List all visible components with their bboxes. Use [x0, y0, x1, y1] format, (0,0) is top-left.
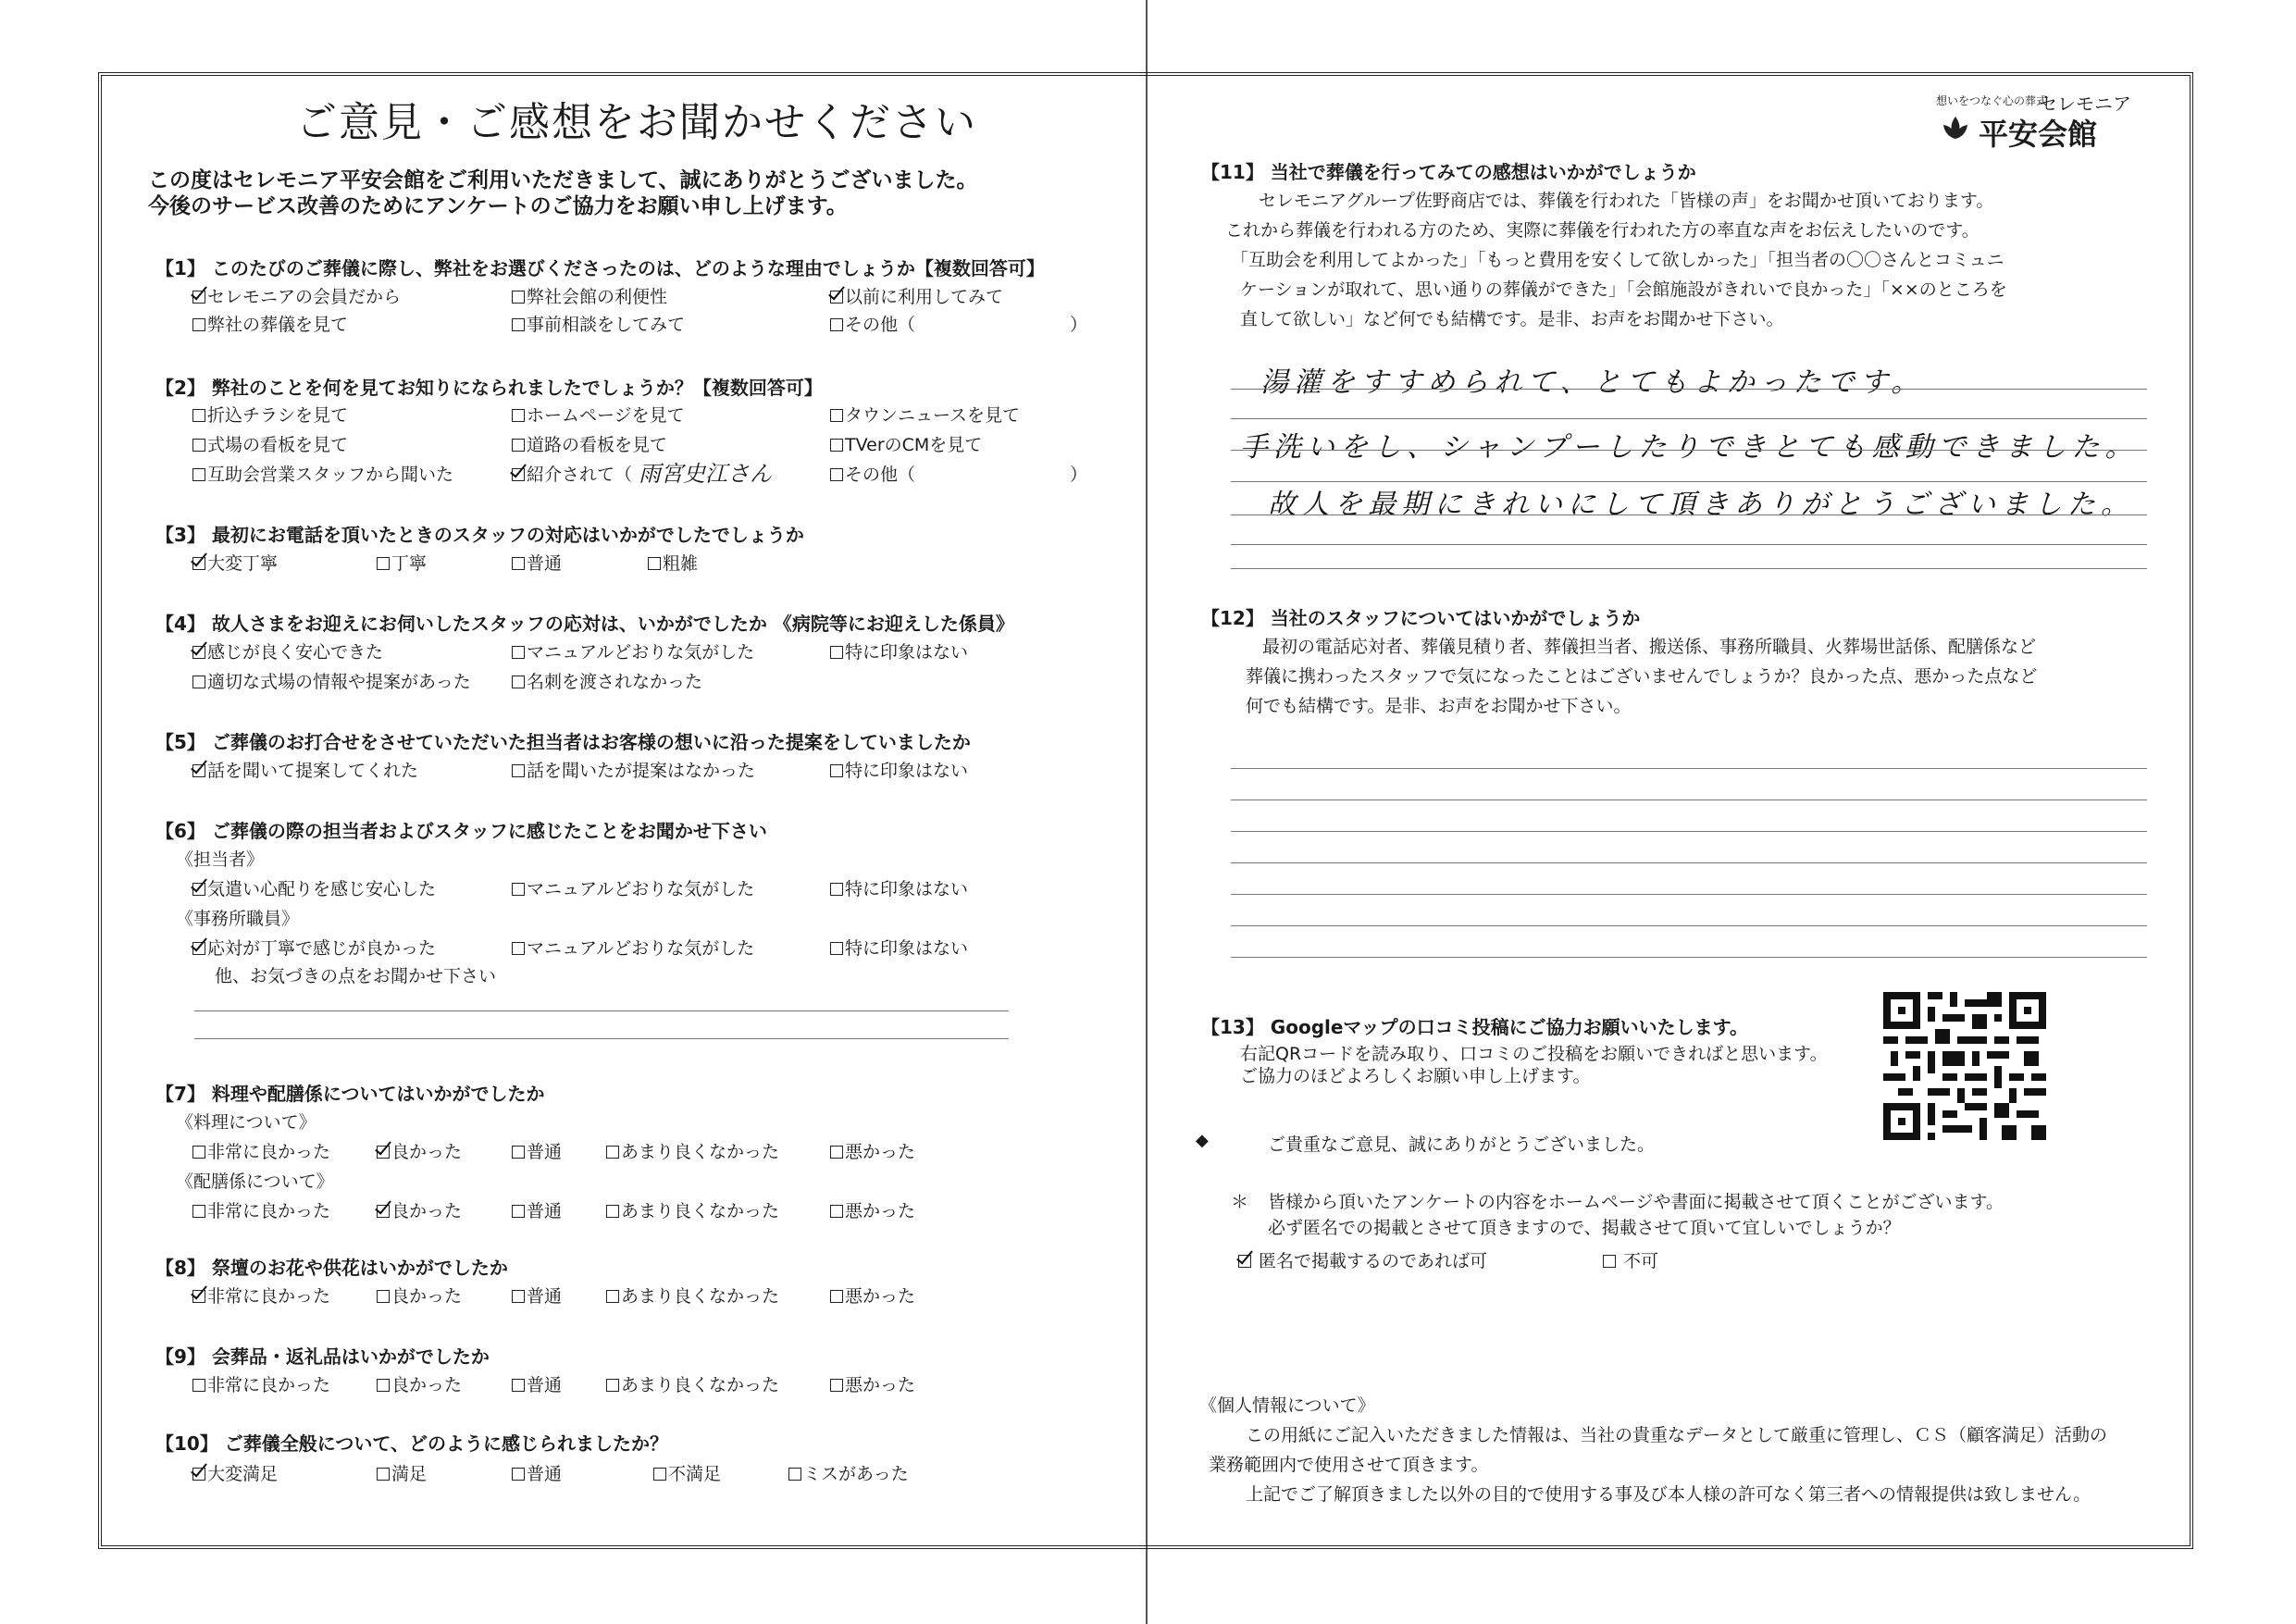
q12-body-line-1: 最初の電話応対者、葬儀見積り者、葬儀担当者、搬送係、事務所職員、火葬場世話係、配膳係など	[1262, 637, 2037, 657]
q1-option-other[interactable]: その他（	[830, 311, 915, 336]
checkbox[interactable]	[830, 942, 843, 955]
q13-question: 【13】 Googleマップの口コミ投稿にご協力お願いいたします。	[1201, 1016, 1749, 1038]
checkbox[interactable]	[192, 409, 205, 422]
q12-answer-line-6[interactable]	[1231, 925, 2147, 926]
q12-answer-line-7[interactable]	[1231, 957, 2147, 958]
checkbox[interactable]	[512, 764, 525, 777]
q1-option-hall[interactable]: 弊社会館の利便性	[512, 283, 667, 308]
q1-question: 【1】 このたびのご葬儀に際し、弊社をお選びくださったのは、どのような理由でしょうか【複数回答可】	[155, 257, 1045, 279]
q11-answer-line-6[interactable]	[1231, 544, 2147, 545]
q12-answer-line-4[interactable]	[1231, 862, 2147, 863]
checkbox[interactable]	[512, 409, 525, 422]
q10-question: 【10】 ご葬儀全般について、どのように感じられましたか？	[155, 1432, 668, 1455]
q11-answer-line-3[interactable]	[1231, 450, 2147, 451]
q9-question: 【9】 会葬品・返礼品はいかがでしたか	[155, 1345, 490, 1368]
lotus-logo-icon	[1940, 113, 1971, 144]
checkbox[interactable]	[830, 1290, 843, 1303]
intro-line-2: 今後のサービス改善のためにアンケートのご協力をお願い申し上げます。	[148, 194, 848, 218]
q5-question: 【5】 ご葬儀のお打合せをさせていただいた担当者はお客様の想いに沿った提案をしていましたか	[155, 731, 971, 753]
publish-option-not-ok[interactable]: 不可	[1603, 1247, 1658, 1272]
publish-line-2: 必ず匿名での掲載とさせて頂きますので、掲載させて頂いて宜しいでしょうか？	[1268, 1218, 1901, 1238]
q12-answer-line-1[interactable]	[1231, 768, 2147, 769]
q3-option-rough[interactable]: 粗雑	[648, 550, 698, 575]
q9-option-normal[interactable]: 普通	[512, 1371, 562, 1396]
privacy-line-2: 業務範囲内で使用させて頂きます。	[1209, 1455, 1489, 1475]
q7-serving-option-not-good[interactable]: あまり良くなかった	[606, 1197, 779, 1222]
q2-option-tver-cm[interactable]: TVerのCMを見て	[830, 431, 982, 456]
checkbox[interactable]	[377, 1146, 390, 1159]
q3-option-normal[interactable]: 普通	[512, 550, 562, 575]
q7-serving-option-good[interactable]: 良かった	[377, 1197, 462, 1222]
google-maps-qr-code[interactable]	[1883, 992, 2046, 1140]
q1-option-used-before[interactable]: 以前に利用してみて	[830, 283, 1003, 308]
checkbox[interactable]	[377, 1379, 390, 1392]
checkbox[interactable]	[830, 439, 843, 452]
checkbox[interactable]	[606, 1146, 619, 1159]
q7-sub-serving: 《配膳係について》	[176, 1172, 334, 1192]
q2-other-close: ）	[1070, 465, 1088, 485]
publish-asterisk: ＊	[1231, 1192, 1249, 1212]
checkbox[interactable]	[653, 1468, 666, 1481]
q11-body-line-1: セレモニアグループ佐野商店では、葬儀を行われた「皆様の声」をお聞かせ頂いております。	[1259, 191, 1994, 211]
checkbox[interactable]	[192, 318, 205, 331]
checkbox[interactable]	[1603, 1255, 1616, 1268]
checkbox[interactable]	[512, 646, 525, 659]
q6-answer-line-1[interactable]	[194, 1010, 1009, 1011]
checkbox[interactable]	[512, 318, 525, 331]
checkbox[interactable]	[830, 1379, 843, 1392]
q8-question: 【8】 祭壇のお花や供花はいかがでしたか	[155, 1257, 508, 1279]
checkbox[interactable]	[192, 764, 205, 777]
publish-line-1: 皆様から頂いたアンケートの内容をホームページや書面に掲載させて頂くことがございます。	[1268, 1192, 2004, 1212]
q4-option-no-card[interactable]: 名刺を渡されなかった	[512, 668, 702, 693]
checkbox[interactable]	[377, 1468, 390, 1481]
q9-option-very-good[interactable]: 非常に良かった	[192, 1371, 330, 1396]
q8-option-not-good[interactable]: あまり良くなかった	[606, 1283, 779, 1308]
q11-body-line-3: 「互助会を利用してよかった」「もっと費用を安くして欲しかった」「担当者の〇〇さんとコミュニ	[1231, 250, 2004, 270]
checkbox[interactable]	[830, 1205, 843, 1218]
checkbox[interactable]	[377, 1290, 390, 1303]
checkbox[interactable]	[830, 409, 843, 422]
q11-answer-line-1[interactable]	[1231, 389, 2147, 390]
checkbox[interactable]	[192, 942, 205, 955]
q5-option-no-proposal[interactable]: 話を聞いたが提案はなかった	[512, 757, 755, 782]
checkbox[interactable]	[512, 676, 525, 688]
checkbox[interactable]	[830, 468, 843, 481]
q7-question: 【7】 料理や配膳係についてはいかがでしたか	[155, 1083, 545, 1105]
q7-food-option-bad[interactable]: 悪かった	[830, 1138, 915, 1163]
checkbox[interactable]	[512, 557, 525, 570]
q11-answer-line-5[interactable]	[1231, 514, 2147, 515]
checkbox[interactable]	[377, 557, 390, 570]
q5-option-listened-proposed[interactable]: 話を聞いて提案してくれた	[192, 757, 418, 782]
q3-question: 【3】 最初にお電話を頂いたときのスタッフの対応はいかがでしたでしょうか	[155, 524, 804, 546]
q12-question: 【12】 当社のスタッフについてはいかがでしょうか	[1201, 607, 1641, 629]
q2-option-town-news[interactable]: タウンニュースを見て	[830, 402, 1020, 427]
checkbox[interactable]	[192, 1379, 205, 1392]
q11-body-line-2: これから葬儀を行われる方のため、実際に葬儀を行われた方の率直な声をお伝えしたいのです。	[1225, 220, 1980, 241]
q7-serving-option-very-good[interactable]: 非常に良かった	[192, 1197, 330, 1222]
q8-option-good[interactable]: 良かった	[377, 1283, 462, 1308]
checkbox[interactable]	[788, 1468, 801, 1481]
q12-answer-line-3[interactable]	[1231, 831, 2147, 832]
checkbox[interactable]	[192, 291, 205, 304]
logo-tagline: 想いをつなぐ心の葬式	[1936, 94, 2048, 107]
checkbox[interactable]	[512, 1468, 525, 1481]
q10-option-normal[interactable]: 普通	[512, 1460, 562, 1485]
q10-option-unsatisfied[interactable]: 不満足	[653, 1460, 721, 1485]
privacy-line-1: この用紙にご記入いただきました情報は、当社の貴重なデータとして厳重に管理し、ＣＳ（顧客満足）活動の	[1246, 1425, 2108, 1445]
q1-option-consultation[interactable]: 事前相談をしてみて	[512, 311, 685, 336]
checkbox[interactable]	[606, 1379, 619, 1392]
checkbox[interactable]	[512, 1290, 525, 1303]
checkbox[interactable]	[192, 468, 205, 481]
q7-food-option-not-good[interactable]: あまり良くなかった	[606, 1138, 779, 1163]
checkbox[interactable]	[192, 1205, 205, 1218]
q2-option-hall-sign[interactable]: 式場の看板を見て	[192, 431, 348, 456]
checkbox[interactable]	[512, 1146, 525, 1159]
q11-body-line-5: 直して欲しい」など何でも結構です。是非、お声をお聞かせ下さい。	[1240, 309, 1784, 329]
checkbox[interactable]	[512, 1379, 525, 1392]
checkbox[interactable]	[192, 557, 205, 570]
q2-referral-handwritten[interactable]: 雨宮史江さん	[639, 461, 772, 487]
q6-other-prompt: 他、お気づきの点をお聞かせ下さい	[215, 966, 497, 986]
checkbox[interactable]	[606, 1205, 619, 1218]
q4-option-reassuring[interactable]: 感じが良く安心できた	[192, 638, 383, 663]
q4-option-manual[interactable]: マニュアルどおりな気がした	[512, 638, 754, 663]
q12-body-line-3: 何でも結構です。是非、お声をお聞かせ下さい。	[1246, 696, 1632, 716]
checkbox[interactable]	[192, 1146, 205, 1159]
q12-body-line-2: 葬儀に携わったスタッフで気になったことはございませんでしょうか？良かった点、悪かった点など	[1246, 666, 2038, 687]
q2-option-homepage[interactable]: ホームページを見て	[512, 402, 685, 427]
q11-answer-line-7[interactable]	[1231, 568, 2147, 569]
q4-question: 【4】 故人さまをお迎えにお伺いしたスタッフの応対は、いかがでしたか 《病院等にお迎えした係員》	[155, 613, 1014, 635]
q6-director-option-manual[interactable]: マニュアルどおりな気がした	[512, 875, 754, 900]
checkbox[interactable]	[512, 1205, 525, 1218]
q11-handwritten-line-3[interactable]: 故人を最期にきれいにして頂きありがとうございました。	[1268, 489, 2134, 521]
q11-handwritten-line-2[interactable]: 手洗いをし、シャンプーしたりできとても感動できました。	[1240, 431, 2139, 464]
checkbox[interactable]	[648, 557, 661, 570]
q7-food-option-good[interactable]: 良かった	[377, 1138, 462, 1163]
q1-option-member[interactable]: セレモニアの会員だから	[192, 283, 401, 308]
q11-question: 【11】 当社で葬儀を行ってみての感想はいかがでしょうか	[1201, 161, 1696, 183]
checkbox[interactable]	[606, 1290, 619, 1303]
q6-sub-director: 《担当者》	[176, 849, 265, 870]
privacy-line-3: 上記でご了解頂きました以外の目的で使用する事及び本人様の許可なく第三者への情報提供は致しません。	[1246, 1484, 2091, 1505]
checkbox[interactable]	[830, 318, 843, 331]
checkbox[interactable]	[512, 439, 525, 452]
q7-food-option-normal[interactable]: 普通	[512, 1138, 562, 1163]
q11-handwritten-line-1[interactable]: 湯灌をすすめられて、とてもよかったです。	[1260, 366, 1925, 399]
checkbox[interactable]	[830, 646, 843, 659]
thanks-message: ご貴重なご意見、誠にありがとうございました。	[1268, 1134, 1656, 1155]
q7-serving-option-bad[interactable]: 悪かった	[830, 1197, 915, 1222]
q4-option-no-impression[interactable]: 特に印象はない	[830, 638, 968, 663]
q6-office-option-no-impression[interactable]: 特に印象はない	[830, 935, 968, 960]
q6-sub-office: 《事務所職員》	[176, 909, 300, 929]
q8-option-normal[interactable]: 普通	[512, 1283, 562, 1308]
checkbox[interactable]	[192, 1290, 205, 1303]
q3-option-very-polite[interactable]: 大変丁寧	[192, 550, 278, 575]
q10-option-very-satisfied[interactable]: 大変満足	[192, 1460, 278, 1485]
q6-office-option-polite[interactable]: 応対が丁寧で感じが良かった	[192, 935, 436, 960]
checkbox[interactable]	[1238, 1255, 1251, 1268]
q2-option-flyer[interactable]: 折込チラシを見て	[192, 402, 348, 427]
q13-body-line-1: 右記QRコードを読み取り、口コミのご投稿をお願いできればと思います。	[1240, 1044, 1828, 1064]
checkbox[interactable]	[512, 468, 525, 481]
q4-option-venue-info[interactable]: 適切な式場の情報や提案があった	[192, 668, 471, 693]
privacy-title: 《個人情報について》	[1199, 1395, 1375, 1416]
q11-answer-line-4[interactable]	[1231, 481, 2147, 482]
intro-line-1: この度はセレモニア平安会館をご利用いただきまして、誠にありがとうございました。	[148, 168, 978, 192]
q2-option-road-sign[interactable]: 道路の看板を見て	[512, 431, 667, 456]
checkbox[interactable]	[512, 942, 525, 955]
q1-other-close: ）	[1070, 315, 1088, 335]
q10-option-satisfied[interactable]: 満足	[377, 1460, 427, 1485]
q2-option-other[interactable]: その他（	[830, 461, 915, 486]
q11-answer-line-2[interactable]	[1231, 418, 2147, 419]
checkbox[interactable]	[192, 676, 205, 688]
q2-option-referral[interactable]: 紹介されて（	[512, 461, 632, 486]
q13-body-line-2: ご協力のほどよろしくお願い申し上げます。	[1240, 1066, 1591, 1086]
logo-name: 平安会館	[1979, 117, 2098, 152]
q7-sub-food: 《料理について》	[176, 1112, 316, 1133]
q11-body-line-4: ケーションが取れて、思い通りの葬儀ができた」「会館施設がきれいで良かった」「××のところを	[1240, 279, 2007, 300]
checkbox[interactable]	[830, 1146, 843, 1159]
checkbox[interactable]	[512, 883, 525, 896]
q6-question: 【6】 ご葬儀の際の担当者およびスタッフに感じたことをお聞かせ下さい	[155, 820, 767, 842]
checkbox[interactable]	[192, 1468, 205, 1481]
q8-option-very-good[interactable]: 非常に良かった	[192, 1283, 330, 1308]
q2-option-sales-staff[interactable]: 互助会営業スタッフから聞いた	[192, 461, 453, 486]
logo-brand: セレモニア	[2039, 93, 2131, 115]
checkbox[interactable]	[512, 291, 525, 304]
q1-option-saw-funeral[interactable]: 弊社の葬儀を見て	[192, 311, 348, 336]
page-title: ご意見・ご感想をお聞かせください	[296, 99, 977, 146]
q6-answer-line-2[interactable]	[194, 1038, 1009, 1039]
q7-serving-option-normal[interactable]: 普通	[512, 1197, 562, 1222]
publish-option-anonymous-ok[interactable]: 匿名で掲載するのであれば可	[1238, 1247, 1487, 1272]
q9-option-good[interactable]: 良かった	[377, 1371, 462, 1396]
checkbox[interactable]	[830, 291, 843, 304]
q6-office-option-manual[interactable]: マニュアルどおりな気がした	[512, 935, 754, 960]
q6-director-option-no-impression[interactable]: 特に印象はない	[830, 875, 968, 900]
q8-option-bad[interactable]: 悪かった	[830, 1283, 915, 1308]
checkbox[interactable]	[377, 1205, 390, 1218]
q5-option-no-impression[interactable]: 特に印象はない	[830, 757, 968, 782]
q6-director-option-caring[interactable]: 気遣い心配りを感じ安心した	[192, 875, 436, 900]
checkbox[interactable]	[830, 764, 843, 777]
checkbox[interactable]	[192, 646, 205, 659]
q7-food-option-very-good[interactable]: 非常に良かった	[192, 1138, 330, 1163]
checkbox[interactable]	[192, 439, 205, 452]
q9-option-bad[interactable]: 悪かった	[830, 1371, 915, 1396]
q3-option-polite[interactable]: 丁寧	[377, 550, 427, 575]
q9-option-not-good[interactable]: あまり良くなかった	[606, 1371, 779, 1396]
q2-question: 【2】 弊社のことを何を見てお知りになられましたでしょうか？【複数回答可】	[155, 377, 823, 399]
q12-answer-line-5[interactable]	[1231, 894, 2147, 895]
q10-option-mistake[interactable]: ミスがあった	[788, 1460, 909, 1485]
checkbox[interactable]	[830, 883, 843, 896]
checkbox[interactable]	[192, 883, 205, 896]
thanks-bullet-icon: ◆	[1196, 1131, 1209, 1150]
